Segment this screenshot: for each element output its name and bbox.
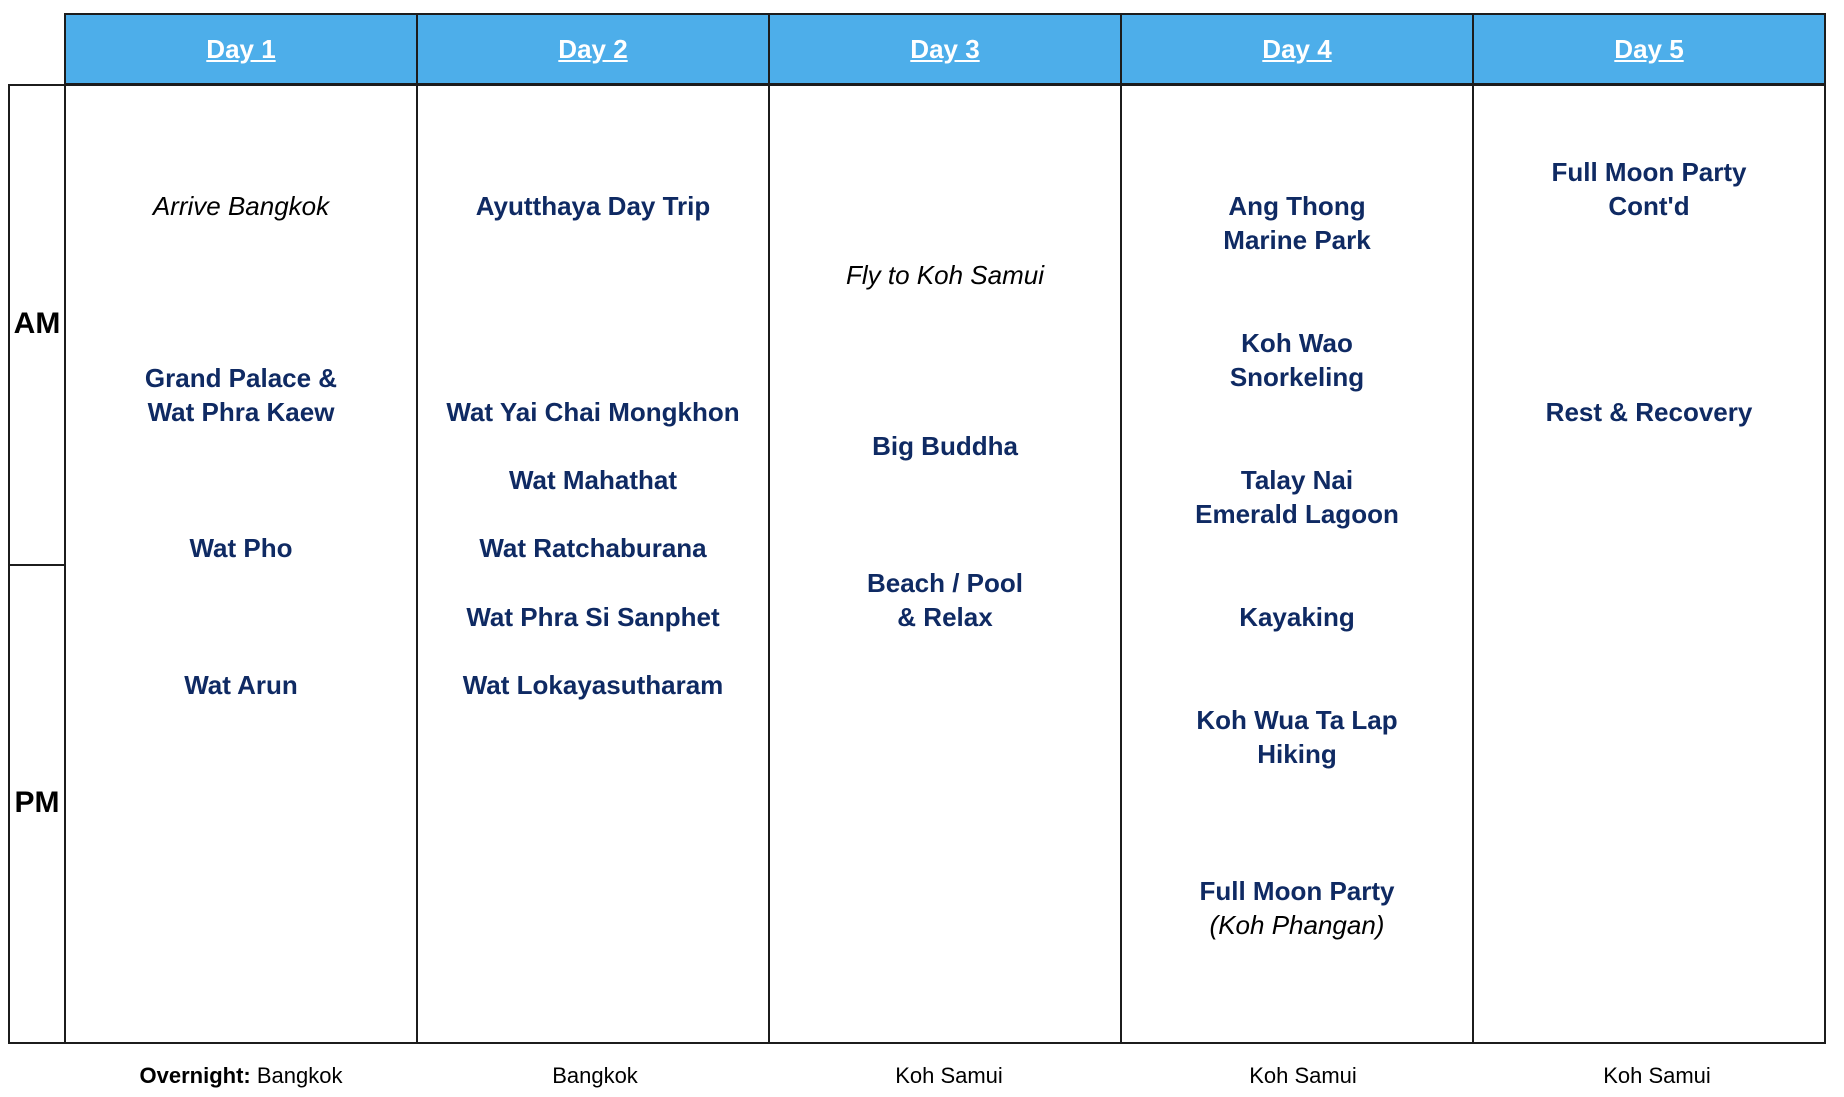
grand-palace-line-2: Wat Phra Kaew [147,397,335,427]
overnight-location: Bangkok [256,1063,343,1088]
arrive-bangkok: Arrive Bangkok [152,191,330,221]
day-2-header [416,13,770,85]
day-5-column [1472,84,1826,1044]
overnight-day-2 [418,1063,772,1097]
full-moon-party-line-2: (Koh Phangan) [1209,910,1385,940]
full-moon-party-line-1: Full Moon Party [1199,876,1395,906]
talay-nai-line-2: Emerald Lagoon [1195,499,1399,529]
overnight-day-3 [772,1063,1126,1097]
day-2-label[interactable]: Day 2 [558,33,628,64]
day-3-column [768,84,1122,1044]
overnight-day-1 [64,1063,418,1097]
overnight-day-5 [1480,1063,1834,1097]
day-2-column [416,84,770,1044]
grand-palace-line-1: Grand Palace & [144,363,338,393]
wat-pho: Wat Pho [189,533,293,563]
day-3-header [768,13,1122,85]
full-moon-contd-line-1: Full Moon Party [1551,157,1747,187]
pm-label: PM [14,786,60,819]
big-buddha: Big Buddha [872,431,1018,461]
overnight-label: Overnight: [139,1063,251,1088]
wat-arun: Wat Arun [184,670,298,700]
day-5-label[interactable]: Day 5 [1614,33,1684,64]
koh-wao-line-1: Koh Wao [1241,328,1353,358]
day-1-header [64,13,418,85]
day-1-column [64,84,418,1044]
day-3-label[interactable]: Day 3 [910,33,980,64]
wat-ratchaburana: Wat Ratchaburana [479,533,707,563]
kayaking: Kayaking [1239,602,1355,632]
koh-wao-line-2: Snorkeling [1229,362,1365,392]
overnight-location: Koh Samui [1603,1063,1711,1088]
overnight-location: Koh Samui [895,1063,1003,1088]
koh-wua-line-2: Hiking [1257,739,1337,769]
overnight-day-4 [1126,1063,1480,1097]
wat-phra-si-sanphet: Wat Phra Si Sanphet [466,602,720,632]
full-moon-contd-line-2: Cont'd [1608,191,1690,221]
schedule-grid [64,84,1834,1044]
period-column [8,84,66,1044]
fly-to-koh-samui: Fly to Koh Samui [846,260,1044,290]
am-pm-divider [10,564,64,566]
day-1-label[interactable]: Day 1 [206,33,276,64]
talay-nai-line-1: Talay Nai [1240,465,1354,495]
day-header-row [64,13,1834,85]
day-4-header [1120,13,1474,85]
wat-yai-chai-mongkhon: Wat Yai Chai Mongkhon [446,397,740,427]
am-label: AM [13,307,61,340]
ang-thong-line-2: Marine Park [1223,225,1371,255]
wat-lokayasutharam: Wat Lokayasutharam [462,670,724,700]
ang-thong-line-1: Ang Thong [1228,191,1366,221]
day-5-header [1472,13,1826,85]
beach-pool-line-2: & Relax [897,602,993,632]
beach-pool-line-1: Beach / Pool [866,568,1024,598]
koh-wua-line-1: Koh Wua Ta Lap [1196,705,1398,735]
overnight-location: Bangkok [552,1063,638,1088]
rest-and-recovery: Rest & Recovery [1545,397,1753,427]
wat-mahathat: Wat Mahathat [508,465,678,495]
day-4-label[interactable]: Day 4 [1262,33,1332,64]
overnight-location: Koh Samui [1249,1063,1357,1088]
ayutthaya-day-trip: Ayutthaya Day Trip [475,191,711,221]
day-4-column [1120,84,1474,1044]
overnight-row [64,1063,1834,1097]
